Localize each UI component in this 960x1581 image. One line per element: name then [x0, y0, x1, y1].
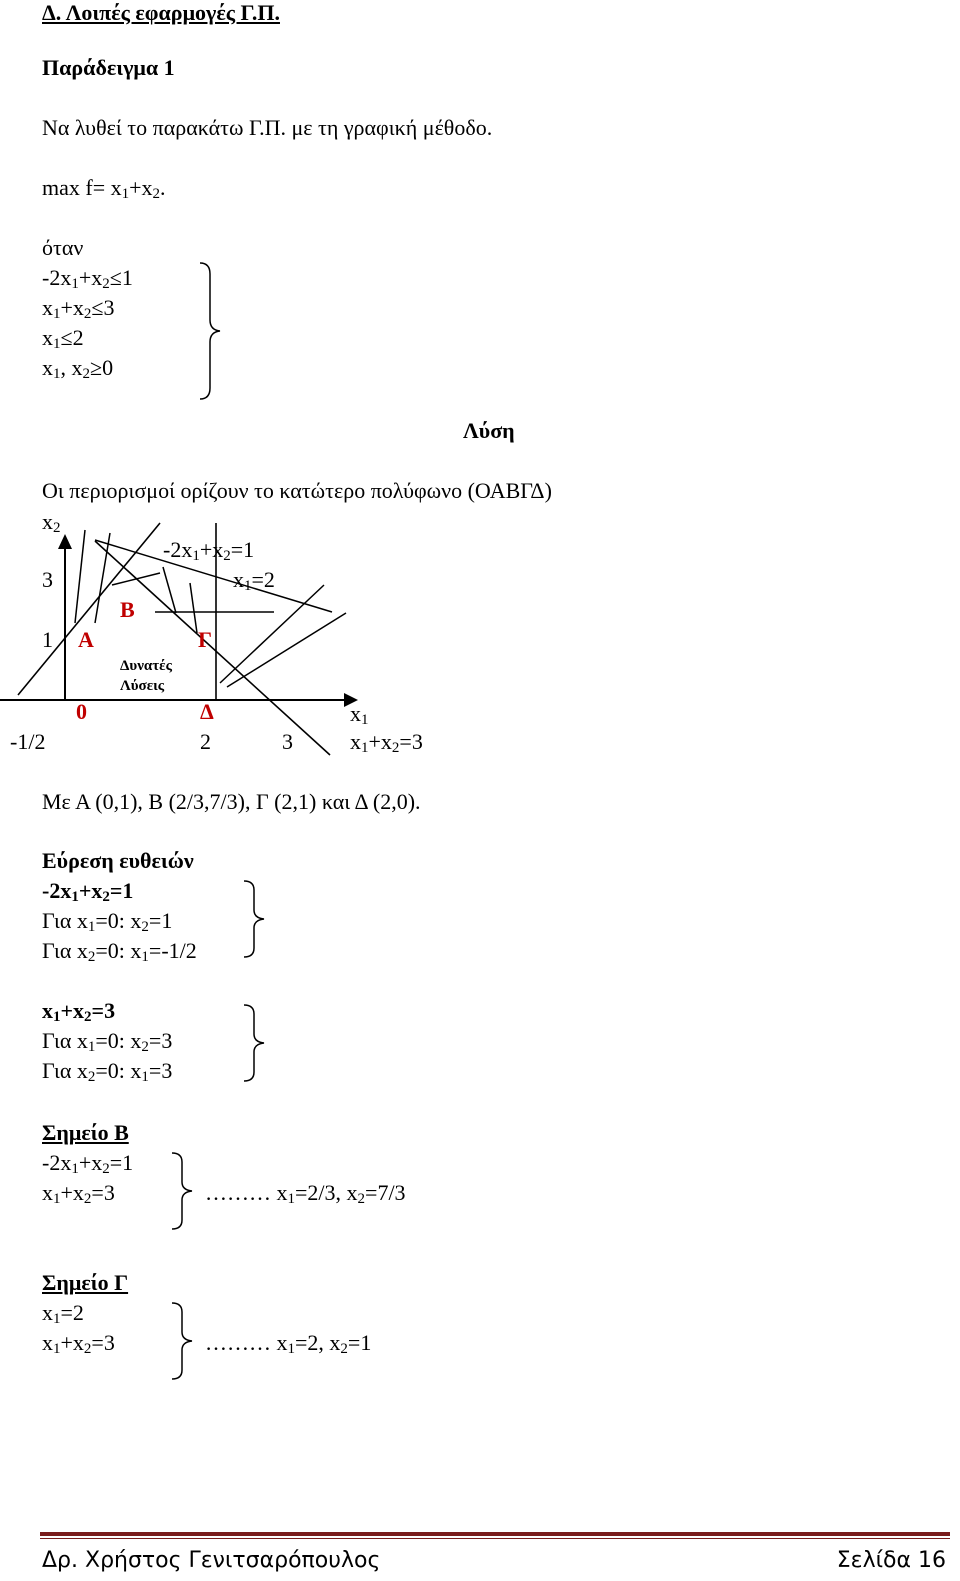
pointB-title: Σημείο Β [42, 1120, 129, 1145]
pointG-result: ……… $x_1=2$, $x_2=1$ [205, 1330, 372, 1357]
constraint-1: $-2x_1+x_2\le 1$ [42, 265, 133, 292]
line1-label: $-2x_1+x_2=1$ [163, 537, 255, 564]
x-tick-2: 2 [200, 729, 211, 754]
point-B-label: B [120, 597, 135, 622]
origin-label: 0 [76, 699, 87, 724]
line2-label: $x_1=2$ [233, 567, 275, 594]
pointG-title: Σημείο Γ [42, 1270, 129, 1295]
constraints-when: όταν [42, 235, 84, 260]
y-tick-1: 1 [42, 627, 53, 652]
constraint-4: $x_1$, $x_2\ge 0$ [42, 355, 114, 382]
line2-title: $x_1+x_2=3$ [42, 998, 116, 1025]
line1-row-1: Για $x_1=0$: $x_2=1$ [42, 908, 173, 935]
footer-rule [40, 1532, 950, 1536]
pointB-eq-1: $-2x_1+x_2=1$ [42, 1150, 134, 1177]
line2-row-1: Για $x_1=0$: $x_2=3$ [42, 1028, 173, 1055]
vertices-text: Με Α (0,1), Β (2/3,7/3), Γ (2,1) και Δ (2,0). [42, 789, 421, 814]
pointB-brace [168, 1150, 196, 1232]
example-title: Παράδειγμα 1 [42, 55, 175, 80]
constraint-2: $x_1+x_2\le 3$ [42, 295, 115, 322]
section-heading: Δ. Λοιπές εφαρμογές Γ.Π. [42, 0, 280, 25]
pointG-brace [168, 1300, 196, 1382]
x-axis-label: $x_1$ [350, 701, 369, 728]
problem-intro: Να λυθεί το παρακάτω Γ.Π. με τη γραφική μέθοδο. [42, 115, 493, 140]
objective-function: $\max f= x_1+x_2$. [42, 175, 166, 202]
solution-text: Οι περιορισμοί ορίζουν το κατώτερο πολύφωνο (ΟΑΒΓΔ) [42, 478, 552, 503]
feasible-region-label-2: Λύσεις [120, 678, 165, 694]
pointB-eq-2: $x_1+x_2=3$ [42, 1180, 115, 1207]
footer-page-number: Σελίδα 16 [836, 1548, 946, 1573]
x-tick-minus-half: -1/2 [10, 729, 46, 754]
line1-brace [240, 878, 268, 960]
footer-author: Δρ. Χρήστος Γενιτσαρόπουλος [42, 1548, 381, 1573]
point-D-label: Δ [200, 699, 214, 724]
solution-title: Λύση [463, 418, 515, 443]
find-lines-title: Εύρεση ευθειών [42, 848, 194, 873]
y-axis-arrow-icon [58, 534, 72, 549]
line1-row-2: Για $x_2=0$: $x_1=-1/2$ [42, 938, 197, 965]
y-tick-3: 3 [42, 567, 53, 592]
pointG-eq-2: $x_1+x_2=3$ [42, 1330, 115, 1357]
pointG-eq-1: $x_1=2$ [42, 1300, 84, 1327]
constraints-brace [196, 260, 226, 402]
pointB-result: ……… $x_1=2/3$, $x_2=7/3$ [205, 1180, 406, 1207]
point-G-label: Γ [198, 627, 212, 652]
line3-label: $x_1+x_2=3$ [350, 729, 423, 756]
feasible-region-label-1: Δυνατές [120, 658, 172, 674]
constraint-3: $x_1\le 2$ [42, 325, 84, 352]
point-A-label: A [78, 627, 94, 652]
line2-brace [240, 1002, 268, 1084]
footer-rule-thin [40, 1538, 950, 1539]
y-axis-label: $x_2$ [42, 509, 61, 536]
x-tick-3: 3 [282, 729, 293, 754]
line2-row-2: Για $x_2=0$: $x_1=3$ [42, 1058, 173, 1085]
line1-title: $-2x_1+x_2=1$ [42, 878, 134, 905]
